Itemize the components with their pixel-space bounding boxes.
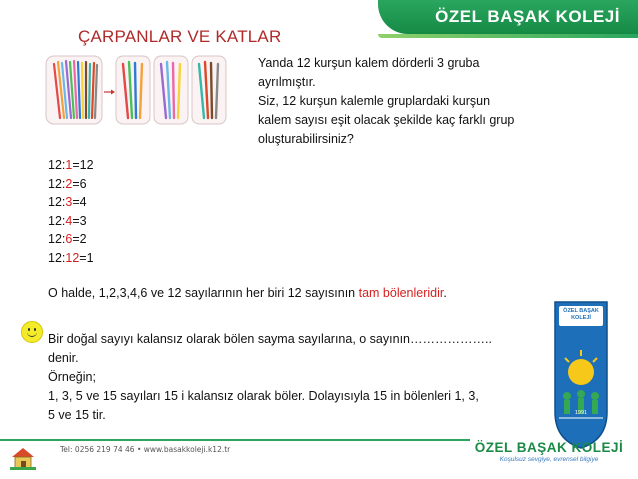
footer-brand-name: ÖZEL BAŞAK KOLEJİ — [474, 440, 624, 455]
footer-contact: Tel: 0256 219 74 46 • www.basakkoleji.k12.tr — [60, 445, 231, 454]
divisor: 1 — [65, 158, 73, 172]
dividend: 12: — [48, 250, 66, 265]
division-list — [48, 156, 94, 268]
conclusion-text — [48, 286, 447, 300]
definition-line: 5 ve 15 tir. — [48, 408, 106, 422]
divisor: 4 — [65, 213, 73, 228]
division-row — [48, 193, 94, 212]
question-line: kalem sayısı eşit olacak şekilde kaç farklı grup — [258, 113, 515, 127]
definition-line: denir. — [48, 351, 79, 365]
question-text — [258, 54, 538, 149]
banner-accent-strip — [378, 34, 638, 38]
division-row — [48, 230, 94, 249]
footer-slogan: Koşulsuz sevgiye, evrensel bilgiye — [499, 456, 599, 463]
school-emblem — [553, 300, 609, 450]
footer-divider — [0, 439, 470, 441]
brand-title: ÖZEL BAŞAK KOLEJİ — [435, 7, 620, 26]
quotient: =1 — [79, 250, 94, 265]
division-row — [48, 249, 94, 268]
question-line: ayrılmıştır. — [258, 75, 316, 89]
definition-line: 1, 3, 5 ve 15 sayıları 15 i kalansız olarak böler. Dolayısıyla 15 in bölenleri 1, 3, — [48, 389, 479, 403]
dividend: 12: — [48, 232, 66, 247]
division-row — [48, 212, 94, 231]
divisor: 6 — [65, 232, 73, 247]
conclusion-highlight: tam bölenleridir — [358, 286, 444, 300]
dividend: 12: — [48, 176, 66, 191]
conclusion-suffix: . — [443, 286, 447, 300]
definition-text — [48, 330, 548, 425]
footer-brand — [464, 440, 634, 463]
quotient: =2 — [72, 232, 87, 247]
quotient: =12 — [72, 158, 94, 172]
conclusion-prefix: O halde, 1,2,3,4,6 ve 12 sayılarının her biri 12 sayısının — [48, 286, 359, 300]
header-banner — [378, 0, 638, 34]
page-title: ÇARPANLAR VE KATLAR — [78, 27, 282, 46]
definition-line: Örneğin; — [48, 370, 96, 384]
quotient: =3 — [72, 213, 87, 228]
home-icon[interactable] — [10, 446, 36, 470]
division-row — [48, 175, 94, 194]
quotient: =6 — [72, 176, 87, 191]
question-line: oluşturabilirsiniz? — [258, 132, 354, 146]
emblem-year: 1991 — [574, 410, 588, 416]
dividend: 12: — [48, 213, 66, 228]
dividend: 12: — [48, 158, 66, 172]
division-row — [48, 156, 94, 175]
divisor: 12 — [65, 250, 80, 265]
definition-line: Bir doğal sayıyı kalansız olarak bölen sayma sayılarına, o sayının……………….. — [48, 332, 492, 346]
divisor: 3 — [65, 195, 73, 210]
dividend: 12: — [48, 195, 66, 210]
smiley-icon — [21, 321, 43, 343]
emblem-top-text: ÖZEL BAŞAK KOLEJİ — [563, 308, 599, 321]
divisor: 2 — [65, 176, 73, 191]
quotient: =4 — [72, 195, 87, 210]
question-line: Siz, 12 kurşun kalemle gruplardaki kurşun — [258, 94, 491, 108]
pencil-cups-illustration — [44, 52, 228, 128]
question-line: Yanda 12 kurşun kalem dörderli 3 gruba — [258, 56, 480, 70]
